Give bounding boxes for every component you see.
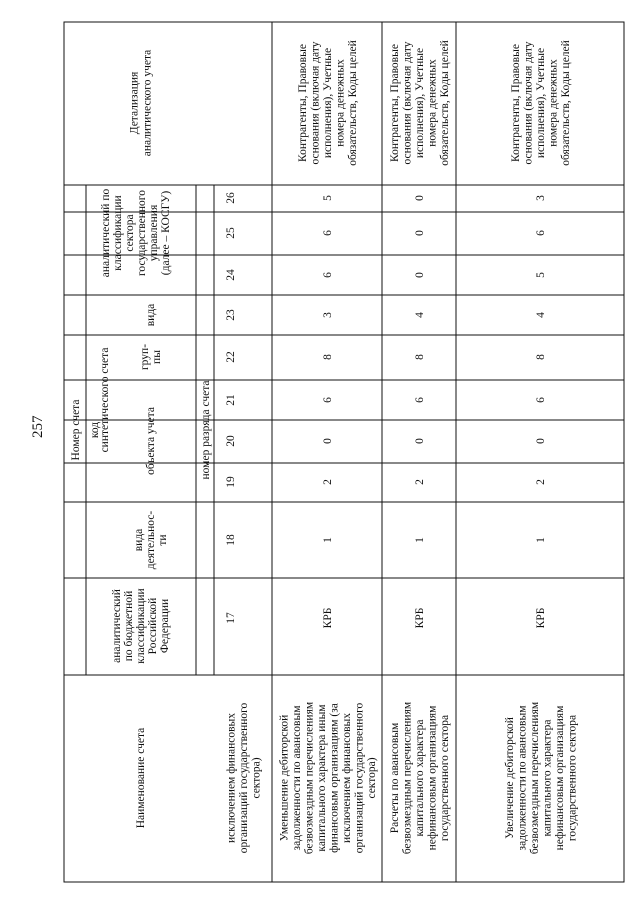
row-2-c20: 0 (414, 438, 426, 444)
page-number: 257 (30, 415, 46, 438)
column-number-18: 18 (225, 534, 237, 546)
column-number-17: 17 (225, 612, 237, 624)
row-2-c19: 2 (414, 479, 426, 485)
row-2-c23: 4 (414, 312, 426, 318)
header-code: код (89, 421, 101, 439)
row-1-c17: КРБ (322, 607, 334, 629)
column-number-26: 26 (225, 192, 237, 204)
row-3-c23: 4 (535, 312, 547, 318)
row-1-c26: 5 (322, 195, 334, 201)
row-1-c25: 6 (322, 230, 334, 236)
row-3-c17: КРБ (535, 607, 547, 629)
header-kosgu: аналитический поклассификациисекторагосударственногоуправления(далее – КОСГУ) (100, 188, 172, 278)
row-3-c19: 2 (535, 479, 547, 485)
header-account-number: Номер счета (70, 399, 82, 461)
row-3-c26: 3 (535, 195, 547, 201)
row-1-c22: 8 (322, 354, 334, 360)
row-0-name: исключением финансовыхорганизаций государственногосектора) (225, 702, 263, 854)
column-number-22: 22 (225, 351, 237, 363)
header-detail: Детализацияаналитического учета (128, 49, 154, 157)
row-2-c24: 0 (414, 272, 426, 278)
header-account-name: Наименование счета (135, 727, 147, 829)
row-3-name: Увеличение дебиторскойзадолженности по авансовымбезвозмездным перечислениямкапитального характеранефинансовым организациямгосударственного сектора (503, 701, 579, 855)
row-2-c18: 1 (414, 537, 426, 543)
row-3-detail: Контрагенты, Правовыеоснования (включая датуисполнения), Учетныеномера денежныхобязательств, Коды целей (510, 40, 572, 166)
row-1-detail: Контрагенты, Правовыеоснования (включая датуисполнения), Учетныеномера денежныхобязательств, Коды целей (297, 40, 359, 166)
header-digit-number: номер разряда счета (200, 380, 212, 480)
header-group: груп-пы (139, 343, 163, 371)
row-3-c20: 0 (535, 438, 547, 444)
row-3-c25: 6 (535, 230, 547, 236)
header-kind: вида (145, 303, 157, 327)
row-3-c22: 8 (535, 354, 547, 360)
header-budget-class: аналитическийпо бюджетнойклассификацииРоссийскойФедерации (111, 588, 171, 664)
column-number-19: 19 (225, 476, 237, 488)
row-2-c26: 0 (414, 195, 426, 201)
row-3-c21: 6 (535, 397, 547, 403)
row-2-c22: 8 (414, 354, 426, 360)
column-number-20: 20 (225, 435, 237, 447)
row-1-c24: 6 (322, 272, 334, 278)
row-1-name: Уменьшение дебиторскойзадолженности по авансовымбезвозмездным перечислениямкапитального характера инымфинансовым организациям (заисключением финансовыхорганизаций государственногосектора) (278, 701, 378, 855)
header-account-object: объекта учета (145, 407, 157, 475)
row-1-c20: 0 (322, 438, 334, 444)
row-1-c23: 3 (322, 312, 334, 318)
row-2-detail: Контрагенты, Правовыеоснования (включая датуисполнения), Учетныеномера денежныхобязательств, Коды целей (389, 40, 451, 166)
row-1-c18: 1 (322, 537, 334, 543)
row-2-c21: 6 (414, 397, 426, 403)
row-3-c18: 1 (535, 537, 547, 543)
header-synthetic: синтетического счета (99, 347, 111, 453)
column-number-21: 21 (225, 394, 237, 406)
row-2-name: Расчеты по авансовымбезвозмездным перечислениямкапитального характеранефинансовым организациямгосударственного сектора (389, 701, 451, 855)
row-2-c25: 0 (414, 230, 426, 236)
column-number-23: 23 (225, 309, 237, 321)
header-activity: видадеятельнос-ти (133, 510, 169, 570)
row-1-c19: 2 (322, 479, 334, 485)
row-2-c17: КРБ (414, 607, 426, 629)
row-3-c24: 5 (535, 272, 547, 278)
column-number-25: 25 (225, 227, 237, 239)
column-number-24: 24 (225, 269, 237, 281)
row-1-c21: 6 (322, 397, 334, 403)
